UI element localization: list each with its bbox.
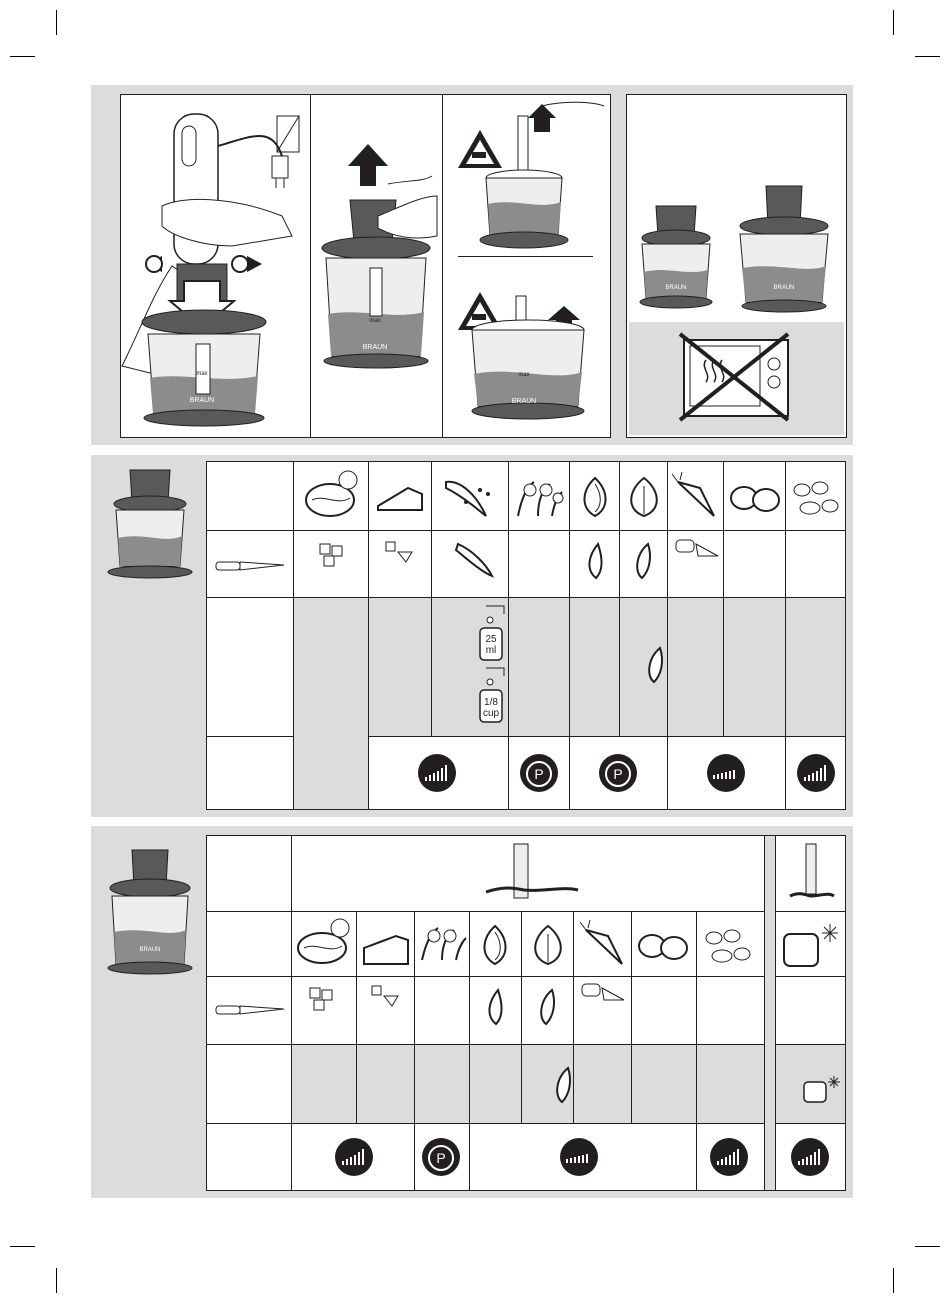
onion-piece-icon: [484, 988, 506, 1026]
shade-cell: [697, 1045, 764, 1123]
attach-motor-illustration: [122, 96, 308, 436]
measure-value-ml: 25: [485, 634, 497, 645]
bowl-max-mark: max: [369, 318, 381, 324]
carrot-pieces-icon: [672, 536, 722, 564]
shade-cell: [357, 1045, 414, 1123]
knife-icon: [214, 1000, 286, 1020]
garlic-icon: [624, 474, 664, 520]
remove-blade-illustration: [444, 96, 610, 436]
col-divider: [775, 835, 776, 1191]
crop-mark: [10, 56, 35, 57]
shade-cell: [786, 598, 845, 736]
crop-mark: [56, 10, 57, 35]
bowl-brand-label: BRAUN: [362, 344, 388, 351]
speed-high-icon: [335, 1138, 373, 1176]
meat-icon: [296, 916, 352, 966]
pulse-icon: P: [599, 754, 637, 792]
row-divider: [206, 1123, 846, 1124]
shade-cell: [470, 1045, 521, 1123]
cheese-pieces-icon: [384, 540, 416, 564]
two-bowls-illustration: [636, 176, 836, 316]
pulse-icon: P: [520, 754, 558, 792]
bowl-brand-label: BRAUN: [189, 397, 215, 404]
measure-value-cup: 1/8: [484, 697, 498, 708]
shade-cell: [294, 598, 368, 809]
chili-piece-icon: [452, 540, 496, 580]
measure-unit-ml: ml: [485, 645, 497, 656]
herbs-icon: [512, 476, 566, 520]
meat-icon: [304, 470, 360, 520]
shade-cell: [292, 1045, 356, 1123]
row-divider: [206, 530, 846, 531]
garlic-piece-icon: [632, 542, 654, 580]
shade-cell: [724, 598, 785, 736]
col-divider: [291, 835, 292, 1191]
walnuts-icon: [636, 926, 690, 966]
shade-cell: [632, 1045, 696, 1123]
garlic-piece-icon: [644, 646, 666, 684]
shade-cell: [415, 1045, 469, 1123]
herbs-icon: [416, 922, 468, 964]
shade-cell: [369, 598, 431, 736]
cheese-pieces-icon: [370, 984, 402, 1008]
ice-cube-icon: [800, 1074, 842, 1104]
cheese-icon: [360, 928, 412, 968]
bowl-max-mark: max: [196, 371, 208, 377]
carrot-icon: [578, 918, 630, 970]
shade-cell: [570, 598, 619, 736]
diced-cubes-icon: [316, 540, 350, 570]
onion-piece-icon: [584, 542, 606, 580]
onion-icon: [578, 474, 612, 520]
shade-cell: [765, 836, 775, 1190]
ice-icon: [780, 920, 840, 970]
bowl-brand-label: BRAUN: [773, 285, 795, 291]
chili-icon: [440, 472, 500, 520]
processor-bowl-image: [104, 846, 196, 978]
bowl-brand-label: BRAUN: [665, 285, 687, 291]
speed-high-icon: [418, 754, 456, 792]
chopper-bowl-image: [104, 466, 196, 582]
walnuts-icon: [728, 478, 782, 518]
almonds-icon: [702, 926, 756, 968]
speed-high-icon: [791, 1138, 829, 1176]
bowl-max-mark: max: [518, 372, 530, 378]
pulse-icon: P: [422, 1138, 460, 1176]
crop-mark: [893, 1268, 894, 1293]
speed-high-icon: [710, 1138, 748, 1176]
knife-icon: [214, 556, 286, 576]
speed-medium-icon: [707, 754, 745, 792]
dough-hook-icon: [786, 840, 838, 904]
shade-cell: [509, 598, 569, 736]
garlic-piece-icon: [536, 988, 558, 1026]
crop-mark: [893, 10, 894, 35]
divider: [442, 94, 443, 438]
crop-mark: [915, 56, 940, 57]
crop-mark: [56, 1268, 57, 1293]
row-divider: [206, 976, 846, 977]
bowl-brand-label: BRAUN: [139, 947, 161, 953]
crop-mark: [915, 1246, 940, 1247]
carrot-icon: [670, 470, 722, 522]
carrot-pieces-icon: [578, 980, 628, 1008]
diced-cubes-icon: [306, 984, 340, 1014]
cheese-icon: [374, 482, 426, 516]
garlic-piece-icon: [552, 1066, 574, 1104]
speed-medium-icon: [560, 1138, 598, 1176]
no-microwave-icon: [680, 334, 790, 420]
garlic-icon: [528, 922, 568, 968]
almonds-icon: [790, 478, 842, 520]
crop-mark: [10, 1246, 35, 1247]
chopping-blade-icon: [484, 840, 580, 904]
row-divider: [206, 911, 846, 912]
speed-high-icon: [797, 754, 835, 792]
remove-motor-illustration: [312, 96, 440, 436]
onion-icon: [478, 922, 512, 968]
shade-cell: [574, 1045, 631, 1123]
divider: [310, 94, 311, 438]
bowl-brand-label: BRAUN: [511, 398, 537, 405]
shade-cell: [668, 598, 723, 736]
measure-unit-cup: cup: [482, 708, 500, 719]
